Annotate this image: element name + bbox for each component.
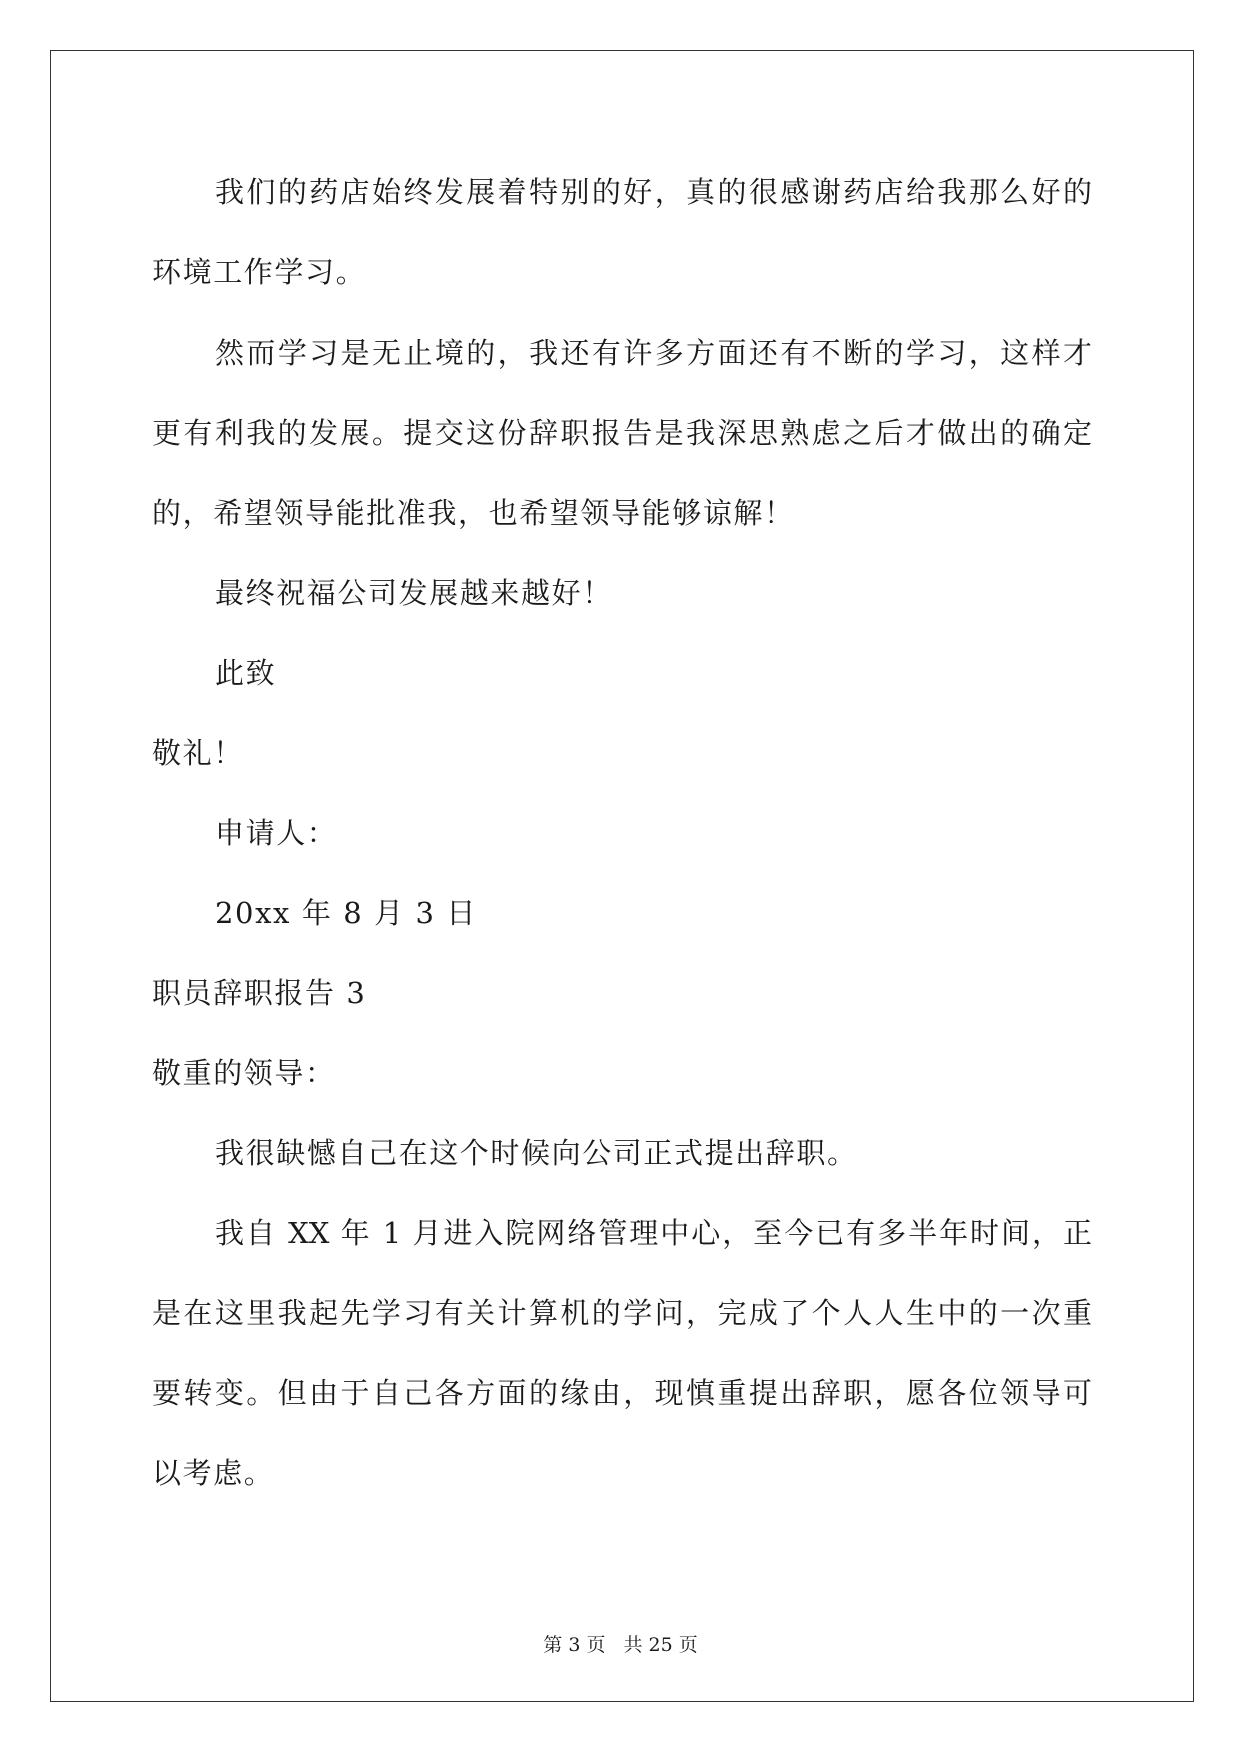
paragraph-line: 我很缺憾自己在这个时候向公司正式提出辞职。	[215, 1136, 858, 1170]
paragraph-line: 以考虑。	[152, 1456, 275, 1490]
paragraph-line: 更有利我的发展。提交这份辞职报告是我深思熟虑之后才做出的确定	[152, 416, 1092, 450]
page-number: 第 3 页	[543, 1634, 606, 1656]
paragraph-line: 最终祝福公司发展越来越好！	[215, 576, 613, 610]
signature-applicant: 申请人：	[215, 816, 338, 850]
page-footer	[0, 1632, 1241, 1658]
section-title: 职员辞职报告 3	[152, 976, 367, 1010]
greeting-line: 敬重的领导：	[152, 1056, 336, 1090]
paragraph-line: 是在这里我起先学习有关计算机的学问，完成了个人人生中的一次重	[152, 1296, 1092, 1330]
paragraph-line: 我们的药店始终发展着特别的好，真的很感谢药店给我那么好的	[215, 175, 1092, 209]
paragraph-line: 要转变。但由于自己各方面的缘由，现慎重提出辞职，愿各位领导可	[152, 1376, 1092, 1410]
paragraph-line: 的，希望领导能批准我，也希望领导能够谅解！	[152, 496, 795, 530]
salutation-line: 此致	[215, 656, 277, 690]
salutation-line: 敬礼！	[152, 736, 244, 770]
page-total: 共 25 页	[623, 1634, 698, 1656]
signature-date: 20xx 年 8 月 3 日	[215, 896, 478, 930]
paragraph-line: 环境工作学习。	[152, 255, 367, 289]
paragraph-line: 我自 XX 年 1 月进入院网络管理中心，至今已有多半年时间，正	[215, 1216, 1092, 1250]
paragraph-line: 然而学习是无止境的，我还有许多方面还有不断的学习，这样才	[215, 336, 1092, 370]
